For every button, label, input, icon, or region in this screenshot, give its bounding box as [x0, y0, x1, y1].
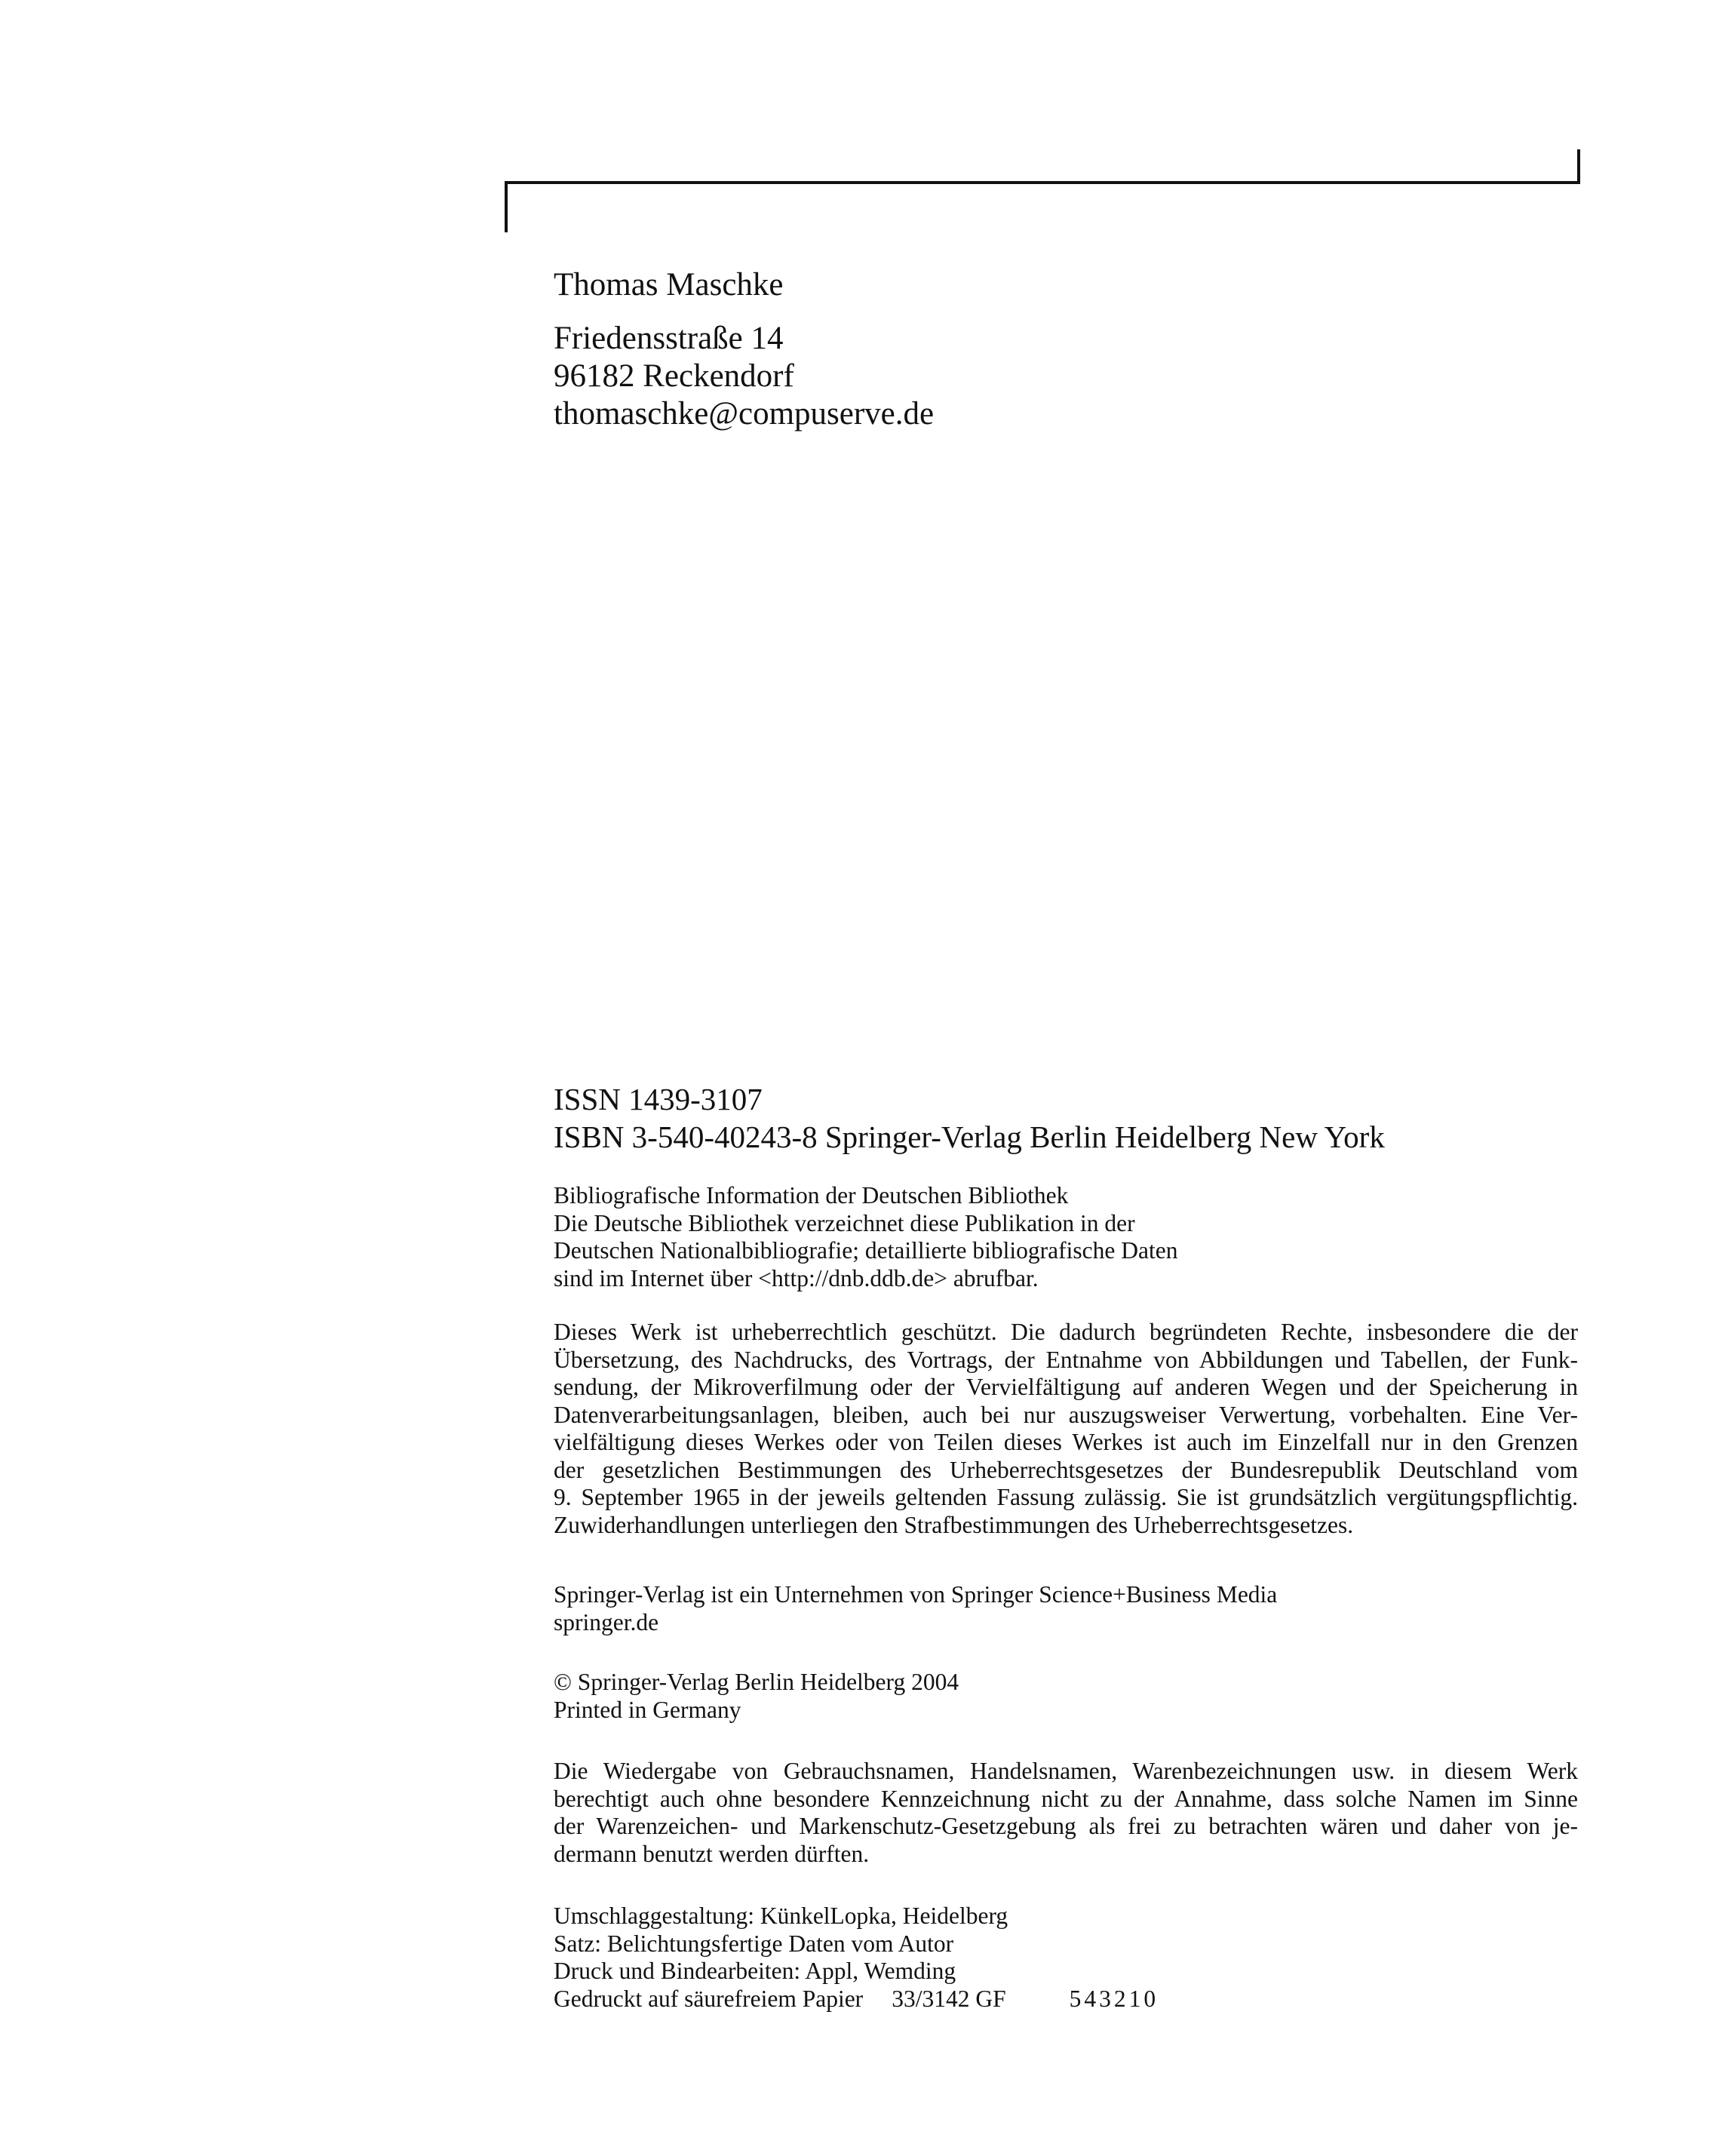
author-name — [554, 266, 784, 305]
rights-line: 9. September 1965 in der jeweils geltenden Fassung zulässig. Sie ist grundsätzlich vergütungspflichtig. — [554, 1484, 1578, 1510]
author-email: thomaschke@compuserve.de — [554, 396, 935, 432]
header-rule-right-tick — [1577, 149, 1580, 184]
copyright-imprint — [554, 1669, 959, 1724]
bibliographic-line: sind im Internet über <http://dnb.ddb.de> abrufbar. — [554, 1264, 1039, 1291]
identifiers — [554, 1080, 1385, 1156]
rights-line: Zuwiderhandlungen unterliegen den Strafbestimmungen des Urheberrechtsgesetzes. — [554, 1511, 1354, 1538]
rights-line: der gesetzlichen Bestimmungen des Urheberrechtsgesetzes der Bundesrepublik Deutschland vom — [554, 1456, 1578, 1483]
credit-typesetting: Satz: Belichtungsfertige Daten vom Autor — [554, 1930, 954, 1957]
author-name-text: Thomas Maschke — [554, 267, 784, 303]
copyright-notice — [554, 1319, 1578, 1539]
rights-line: Datenverarbeitungsanlagen, bleiben, auch bei nur auszugsweiser Verwertung, vorbehalten. Eine Ver- — [554, 1401, 1578, 1428]
printed-in: Printed in Germany — [554, 1696, 741, 1723]
bibliographic-line: Deutschen Nationalbibliografie; detaillierte bibliografische Daten — [554, 1237, 1178, 1264]
trademark-line: der Warenzeichen- und Markenschutz-Gesetzgebung als frei zu betrachten wären und daher von je- — [554, 1813, 1578, 1839]
trademark-notice — [554, 1758, 1578, 1868]
rights-line: vielfältigung dieses Werkes oder von Teilen dieses Werkes ist auch im Einzelfall nur in den Grenzen — [554, 1429, 1578, 1455]
rights-line: Dieses Werk ist urheberrechtlich geschützt. Die dadurch begründeten Rechte, insbesondere die der — [554, 1319, 1578, 1345]
author-address — [554, 320, 934, 433]
trademark-line: dermann benutzt werden dürften. — [554, 1840, 870, 1867]
credit-paper: Gedruckt auf säurefreiem Papier — [554, 1985, 864, 2012]
header-rule-left-tick — [505, 181, 508, 232]
rights-line: sendung, der Mikroverfilmung oder der Vervielfältigung auf anderen Wegen und der Speicherung in — [554, 1374, 1578, 1400]
bibliographic-information — [554, 1182, 1177, 1292]
credit-paper-row — [554, 1986, 1159, 2013]
publisher-website: springer.de — [554, 1608, 659, 1635]
credit-cover: Umschlaggestaltung: KünkelLopka, Heidelberg — [554, 1903, 1008, 1929]
author-street: Friedensstraße 14 — [554, 321, 784, 356]
paper-code: 33/3142 GF — [892, 1985, 1006, 2012]
copyright-line: © Springer-Verlag Berlin Heidelberg 2004 — [554, 1669, 959, 1695]
issn: ISSN 1439-3107 — [554, 1082, 763, 1116]
trademark-line: Die Wiedergabe von Gebrauchsnamen, Handelsnamen, Warenbezeichnungen usw. in diesem Werk — [554, 1758, 1578, 1784]
header-rule-horizontal — [505, 181, 1580, 184]
author-city: 96182 Reckendorf — [554, 358, 794, 394]
bibliographic-line: Die Deutsche Bibliothek verzeichnet diese Publikation in der — [554, 1209, 1135, 1236]
credit-printing: Druck und Bindearbeiten: Appl, Wemding — [554, 1958, 956, 1984]
publisher-line: Springer-Verlag ist ein Unternehmen von Springer Science+Business Media — [554, 1581, 1278, 1608]
isbn: ISBN 3-540-40243-8 Springer-Verlag Berlin Heidelberg New York — [554, 1119, 1385, 1154]
print-run-code: 543210 — [1069, 1985, 1159, 2012]
trademark-line: berechtigt auch ohne besondere Kennzeichnung nicht zu der Annahme, dass solche Namen im Sinne — [554, 1785, 1578, 1812]
publisher-statement — [554, 1581, 1277, 1636]
rights-line: Übersetzung, des Nachdrucks, des Vortrags, der Entnahme von Abbildungen und Tabellen, der Funk- — [554, 1346, 1578, 1373]
production-credits — [554, 1903, 1159, 2013]
bibliographic-line: Bibliografische Information der Deutschen Bibliothek — [554, 1182, 1069, 1209]
